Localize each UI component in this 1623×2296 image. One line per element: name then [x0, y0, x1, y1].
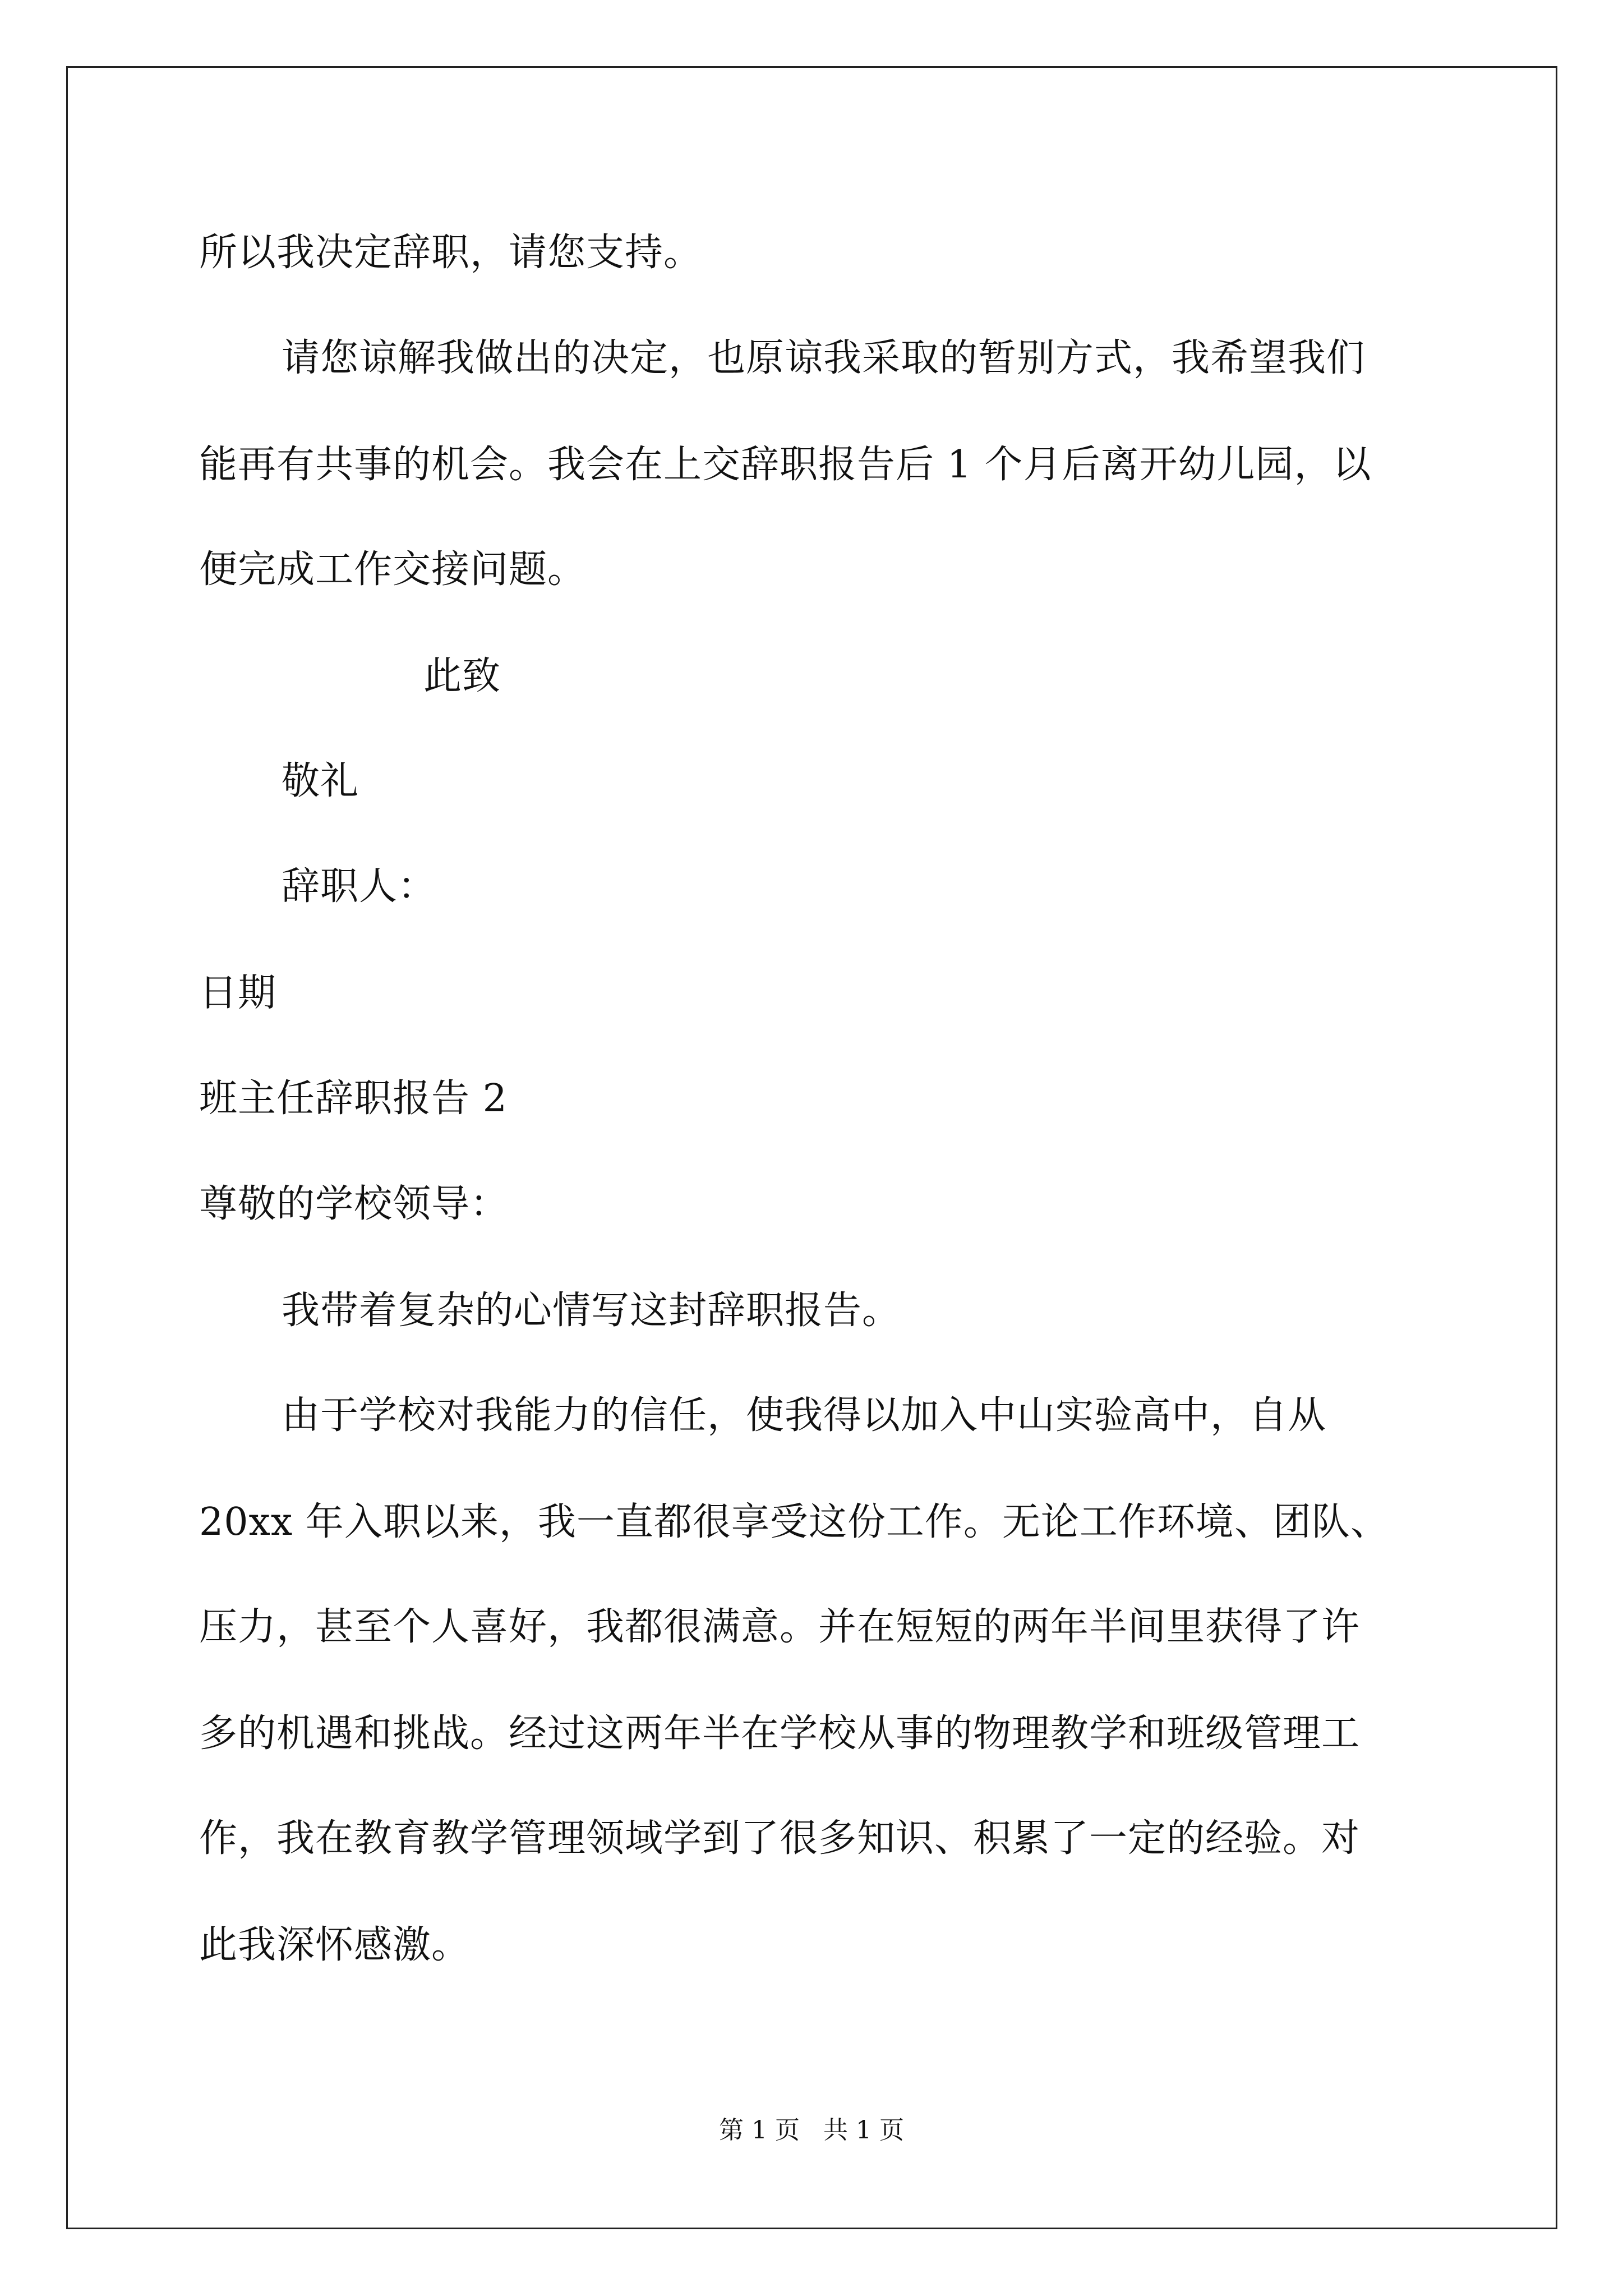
text-line: 由于学校对我能力的信任，使我得以加入中山实验高中，自从	[282, 1393, 1327, 1438]
date-label: 日期	[199, 971, 277, 1015]
closing-regards: 敬礼	[282, 759, 359, 803]
text-line: 作，我在教育教学管理领域学到了很多知识、积累了一定的经验。对	[199, 1816, 1361, 1861]
text-line: 多的机遇和挑战。经过这两年半在学校从事的物理教学和班级管理工	[199, 1711, 1361, 1756]
closing-salutation: 此致	[423, 654, 501, 698]
section-title: 班主任辞职报告 2	[199, 1076, 508, 1121]
text-line: 便完成工作交接问题。	[199, 547, 587, 592]
text-line: 能再有共事的机会。我会在上交辞职报告后 1 个月后离开幼儿园，以	[199, 443, 1372, 487]
text-line: 请您谅解我做出的决定，也原谅我采取的暂别方式，我希望我们	[282, 336, 1366, 380]
page-number: 第 1 页 共 1 页	[719, 2116, 904, 2145]
page-frame	[66, 66, 1557, 2229]
text-line: 我带着复杂的心情写这封辞职报告。	[282, 1289, 901, 1333]
text-line: 压力，甚至个人喜好，我都很满意。并在短短的两年半间里获得了许	[199, 1605, 1361, 1649]
text-line: 所以我决定辞职，请您支持。	[199, 231, 703, 275]
text-line: 此我深怀感激。	[199, 1923, 471, 1967]
signature-label: 辞职人：	[282, 864, 437, 909]
text-line: 20xx 年入职以来，我一直都很享受这份工作。无论工作环境、团队、	[199, 1500, 1389, 1544]
greeting: 尊敬的学校领导：	[199, 1182, 509, 1226]
